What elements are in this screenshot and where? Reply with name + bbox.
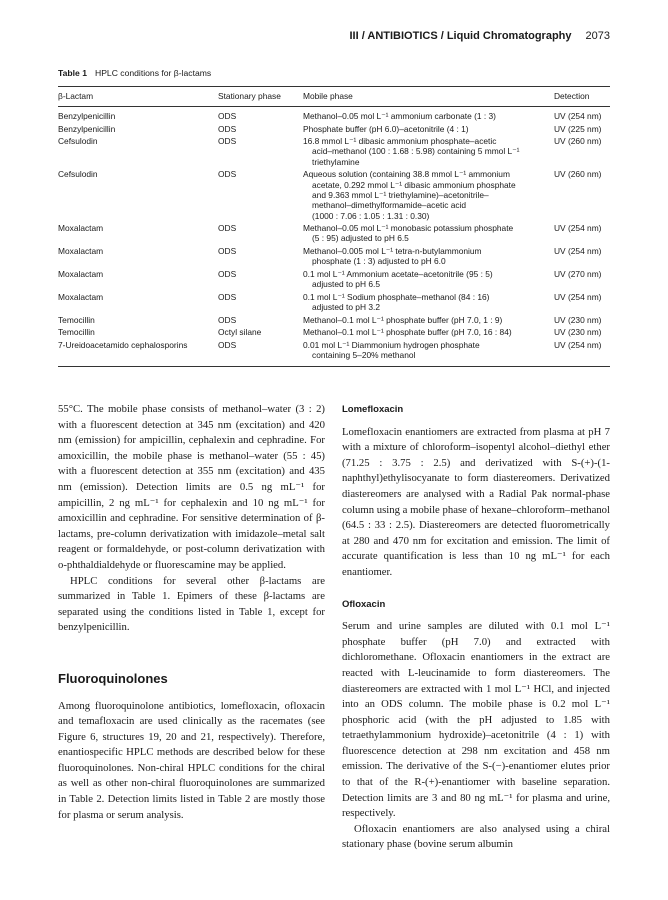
page-number: 2073	[585, 30, 610, 42]
body-paragraph: Serum and urine samples are diluted with 0.1 mol L⁻¹ phosphate buffer (pH 7.0) and extracted with dichloromethane. Ofloxacin enantiomers in the extract are reacted with L-leucinamide to form diastereomers. The diastereomers are extracted with 1 mol L⁻¹ HCl, and injected into an ODS column. The mobile phase is 0.2 mol L⁻¹ phosphoric acid (with the pH adjusted to 1.85 with tetraethylammonium hydroxide)–acetonitrile (4 : 1) with fluorescence detection at 298 nm excitation and 458 nm emission. The derivative of the S-(−)-enantiomer elutes prior to that of the R-(+)-enantiomer with baseline separation. Detection limits are 3 and 80 ng mL⁻¹ for plasma and urine, respectively.	[342, 620, 610, 820]
cell-mobile-phase	[303, 292, 549, 313]
mobile-phase-line: 0.1 mol L⁻¹ Ammonium acetate–acetonitrile (95 : 5)	[303, 268, 493, 279]
cell-stationary-phase: ODS	[218, 123, 237, 134]
cell-lactam: Temocillin	[58, 314, 95, 325]
cell-stationary-phase: ODS	[218, 169, 237, 180]
mobile-phase-line: Methanol–0.05 mol L⁻¹ monobasic potassium phosphate	[303, 223, 514, 234]
cell-detection: UV (270 nm)	[554, 268, 602, 279]
table-row	[58, 315, 610, 328]
table-caption	[58, 68, 211, 78]
cell-detection: UV (254 nm)	[554, 339, 602, 350]
hplc-table	[58, 86, 610, 367]
cell-mobile-phase	[303, 327, 549, 337]
cell-lactam: Moxalactam	[58, 268, 104, 279]
mobile-phase-line: Methanol–0.1 mol L⁻¹ phosphate buffer (pH 7.0, 1 : 9)	[303, 314, 503, 325]
section-heading: Fluoroquinolones	[58, 670, 168, 686]
table-row	[58, 111, 610, 124]
body-paragraph: Among fluoroquinolone antibiotics, lomefloxacin, ofloxacin and temafloxacin are used clinically as the racemates (see Figure 6, structures 19, 20 and 21, respectively). Therefore, enantiospecific HPLC methods are described below for these fluoroquinolones. Non-chiral HPLC conditions for the chiral as well as other non-chiral fluoroquinolones are summarized in Table 2. Detection limits listed in Table 2 are mostly those for plasma or serum analysis.	[58, 699, 325, 821]
mobile-phase-line: adjusted to pH 3.2	[312, 302, 380, 313]
cell-mobile-phase	[303, 124, 549, 134]
mobile-phase-line: methanol–dimethylformamide–acetic acid	[312, 200, 467, 211]
mobile-phase-line: acetate, 0.292 mmol L⁻¹ dibasic ammonium phosphate	[312, 179, 516, 190]
subsection-heading: Ofloxacin	[342, 598, 386, 610]
mobile-phase-line: Methanol–0.005 mol L⁻¹ tetra-n-butylammonium	[303, 246, 482, 257]
table-top-rule	[58, 86, 610, 87]
body-paragraph: 55°C. The mobile phase consists of methanol–water (3 : 2) with a fluorescent detection at 345 nm (excitation) and 420 nm (emission) for ampicillin, cephalexin and cephradine. For amoxicillin, the mobile phase is methanol–water (55 : 45) with a fluorescent detection at 355 nm (excitation) and 435 nm (emission). Detection limits are 0.5 ng mL⁻¹ for ampicillin, 2 ng mL⁻¹ for cephalexin and 10 ng mL⁻¹ for amoxicillin and cephradine. For sensitive determination of β-lactams, pre-column derivatization with imidazole–metal salt reagent or formaldehyde, or post-column derivatization with o-phthaldialdehyde or fluorescamine may be applied.	[58, 403, 325, 571]
left-column	[58, 402, 325, 823]
cell-stationary-phase: ODS	[218, 314, 237, 325]
cell-lactam: Benzylpenicillin	[58, 111, 116, 121]
cell-stationary-phase: ODS	[218, 339, 237, 350]
cell-stationary-phase: ODS	[218, 223, 237, 234]
cell-detection: UV (230 nm)	[554, 327, 602, 338]
mobile-phase-line: Aqueous solution (containing 38.8 mmol L⁻¹ ammonium	[303, 169, 510, 180]
cell-mobile-phase	[303, 136, 549, 167]
cell-mobile-phase	[303, 223, 549, 244]
right-column	[342, 402, 610, 853]
cell-mobile-phase	[303, 111, 549, 121]
cell-stationary-phase: ODS	[218, 268, 237, 279]
cell-detection: UV (225 nm)	[554, 123, 602, 134]
mobile-phase-line: phosphate (1 : 3) adjusted to pH 6.0	[312, 256, 446, 267]
table-body	[58, 107, 610, 363]
mobile-phase-line: Phosphate buffer (pH 6.0)–acetonitrile (4 : 1)	[303, 123, 469, 134]
mobile-phase-line: 16.8 mmol L⁻¹ dibasic ammonium phosphate–acetic	[303, 136, 497, 147]
table-row	[58, 327, 610, 340]
cell-stationary-phase: ODS	[218, 111, 237, 121]
table-row	[58, 169, 610, 223]
table-row	[58, 223, 610, 246]
body-paragraph: Ofloxacin enantiomers are also analysed using a chiral stationary phase (bovine serum albumin	[342, 822, 610, 851]
table-header-row	[58, 91, 610, 106]
mobile-phase-line: adjusted to pH 6.5	[312, 279, 380, 290]
cell-stationary-phase: Octyl silane	[218, 327, 262, 338]
running-header	[349, 30, 610, 42]
column-header: Mobile phase	[303, 91, 353, 101]
cell-lactam: Moxalactam	[58, 291, 104, 302]
body-paragraph: Lomefloxacin enantiomers are extracted from plasma at pH 7 with a mixture of chloroform–isopentyl alcohol–diethyl ether (71.25 : 3.75 : 2.5) and derivatized with S-(+)-(1-naphthyl)ethylisocyanate to form diastereomers. Derivatized diastereomers are analysed with a Radial Pak normal-phase column using a mobile phase of hexane–chloroform–methanol (64.5 : 33 : 2.5). Diastereomers are detected fluorometrically at 280 and 470 nm for excitation and emission. The limit of accurate quantification is less than 10 ng mL⁻¹ for each enantiomer.	[342, 425, 610, 578]
cell-lactam: Cefsulodin	[58, 169, 98, 180]
column-header: β-Lactam	[58, 91, 94, 101]
table-row	[58, 246, 610, 269]
cell-mobile-phase	[303, 246, 549, 267]
mobile-phase-line: (5 : 95) adjusted to pH 6.5	[312, 233, 409, 244]
table-bottom-rule	[58, 366, 610, 367]
table-caption-text: HPLC conditions for β-lactams	[94, 68, 212, 78]
cell-detection: UV (230 nm)	[554, 314, 602, 325]
table-row	[58, 269, 610, 292]
column-header: Detection	[554, 91, 590, 101]
cell-detection: UV (254 nm)	[554, 223, 602, 234]
cell-mobile-phase	[303, 315, 549, 325]
cell-detection: UV (260 nm)	[554, 136, 602, 147]
mobile-phase-line: 0.01 mol L⁻¹ Diammonium hydrogen phosphate	[303, 339, 480, 350]
table-row	[58, 124, 610, 137]
table-label: Table 1	[58, 68, 87, 78]
cell-stationary-phase: ODS	[218, 246, 237, 257]
running-title: III / ANTIBIOTICS / Liquid Chromatography	[349, 30, 572, 42]
table-row	[58, 340, 610, 363]
cell-stationary-phase: ODS	[218, 136, 237, 147]
cell-detection: UV (254 nm)	[554, 246, 602, 257]
cell-mobile-phase	[303, 340, 549, 361]
cell-stationary-phase: ODS	[218, 291, 237, 302]
mobile-phase-line: (1000 : 7.06 : 1.05 : 1.31 : 0.30)	[312, 210, 430, 221]
body-paragraph: HPLC conditions for several other β-lactams are summarized in Table 1. Epimers of these β-lactams are separated using the conditions listed in Table 1, except for benzylpenicillin.	[58, 574, 325, 634]
column-header: Stationary phase	[218, 91, 281, 101]
mobile-phase-line: acid–methanol (100 : 1.68 : 5.98) containing 5 mmol L⁻¹	[312, 146, 520, 157]
cell-detection: UV (254 nm)	[554, 111, 602, 121]
mobile-phase-line: Methanol–0.05 mol L⁻¹ ammonium carbonate (1 : 3)	[303, 111, 496, 121]
table-row	[58, 292, 610, 315]
cell-mobile-phase	[303, 169, 549, 220]
subsection-heading: Lomefloxacin	[342, 404, 404, 415]
cell-lactam: Moxalactam	[58, 246, 104, 257]
cell-mobile-phase	[303, 269, 549, 290]
mobile-phase-line: and 9.363 mmol L⁻¹ triethylamine)–acetonitrile–	[312, 189, 489, 200]
cell-lactam: Cefsulodin	[58, 136, 98, 147]
cell-lactam: Temocillin	[58, 327, 95, 338]
cell-lactam: Benzylpenicillin	[58, 123, 116, 134]
mobile-phase-line: 0.1 mol L⁻¹ Sodium phosphate–methanol (84 : 16)	[303, 291, 490, 302]
cell-lactam: Moxalactam	[58, 223, 104, 234]
mobile-phase-line: containing 5–20% methanol	[312, 350, 416, 361]
cell-detection: UV (260 nm)	[554, 169, 602, 180]
table-row	[58, 136, 610, 169]
mobile-phase-line: triethylamine	[312, 156, 360, 167]
cell-lactam: 7-Ureidoacetamido cephalosporins	[58, 339, 188, 350]
mobile-phase-line: Methanol–0.1 mol L⁻¹ phosphate buffer (pH 7.0, 16 : 84)	[303, 327, 512, 338]
cell-detection: UV (254 nm)	[554, 291, 602, 302]
